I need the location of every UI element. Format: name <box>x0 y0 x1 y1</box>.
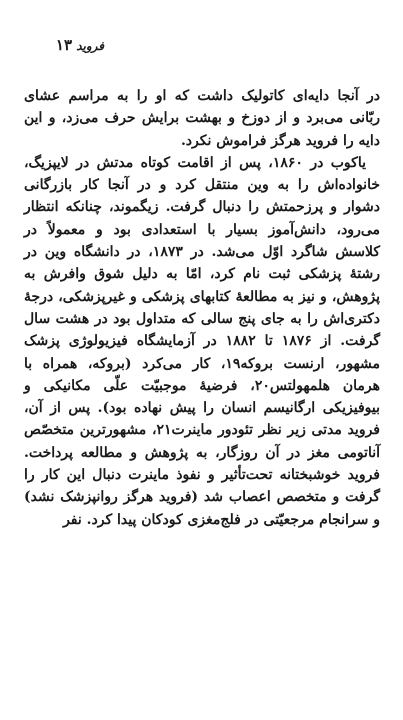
body-text <box>24 85 380 531</box>
page-header <box>28 36 108 54</box>
paragraph-1: در آنجا دایه‌ای کاتولیک داشت که او را به مراسم عشای ربّانی می‌برد و از دوزخ و بهشت برایش حرف می‌زد، و این دایه را فروید هرگز فراموش نکرد. <box>24 88 380 149</box>
running-title: فروید <box>76 39 104 53</box>
paragraph-2: یاکوب در ۱۸۶۰، پس از اقامت کوتاه مدتش در لایپزیگ، خانواده‌اش را به وین منتقل کرد و در آنجا کار بازرگانی دشوار و پرزحمتش را دنبال گرفت. زیگموند، چنانکه انتظار می‌رود، دانش‌آموز بسیار با استعدادی بود و معمولاً در کلاسش شاگرد اوّل می‌شد. در ۱۸۷۳، در دانشگاه وین در رشتهٔ پزشکی ثبت نام کرد، امّا به دلیل شوق وافرش به پژوهش، و نیز به مطالعهٔ کتابهای پزشکی و غیرپزشکی، درجهٔ دکتری‌اش را به جای پنج سالی که متداول بود در هشت سال گرفت. از ۱۸۷۶ تا ۱۸۸۲ در آزمایشگاه فیزیولوژی پزشک مشهور، ارنست بروکه۱۹، کار می‌کرد (بروکه، همراه با هرمان هلمهولتس۲۰، فرضیهٔ موجبیّت علّی مکانیکی و بیوفیزیکی ارگانیسم انسان را پیش نهاده بود). پس از آن، فروید مدتی زیر نظر تئودور ماینرت۲۱، مشهورترین متخصّص آناتومی مغز در آن روزگار، به پژوهش و مطالعه پرداخت. فروید خوشبختانه تحت‌تأثیر و نفوذ ماینرت دنبال این کار را گرفت و متخصص اعصاب شد (فروید هرگز روانپزشک نشد) و سرانجام مرجعیّتی در فلج‌مغزی کودکان پیدا کرد. نفر <box>24 154 380 528</box>
page-number: ۱۳ <box>55 36 73 54</box>
